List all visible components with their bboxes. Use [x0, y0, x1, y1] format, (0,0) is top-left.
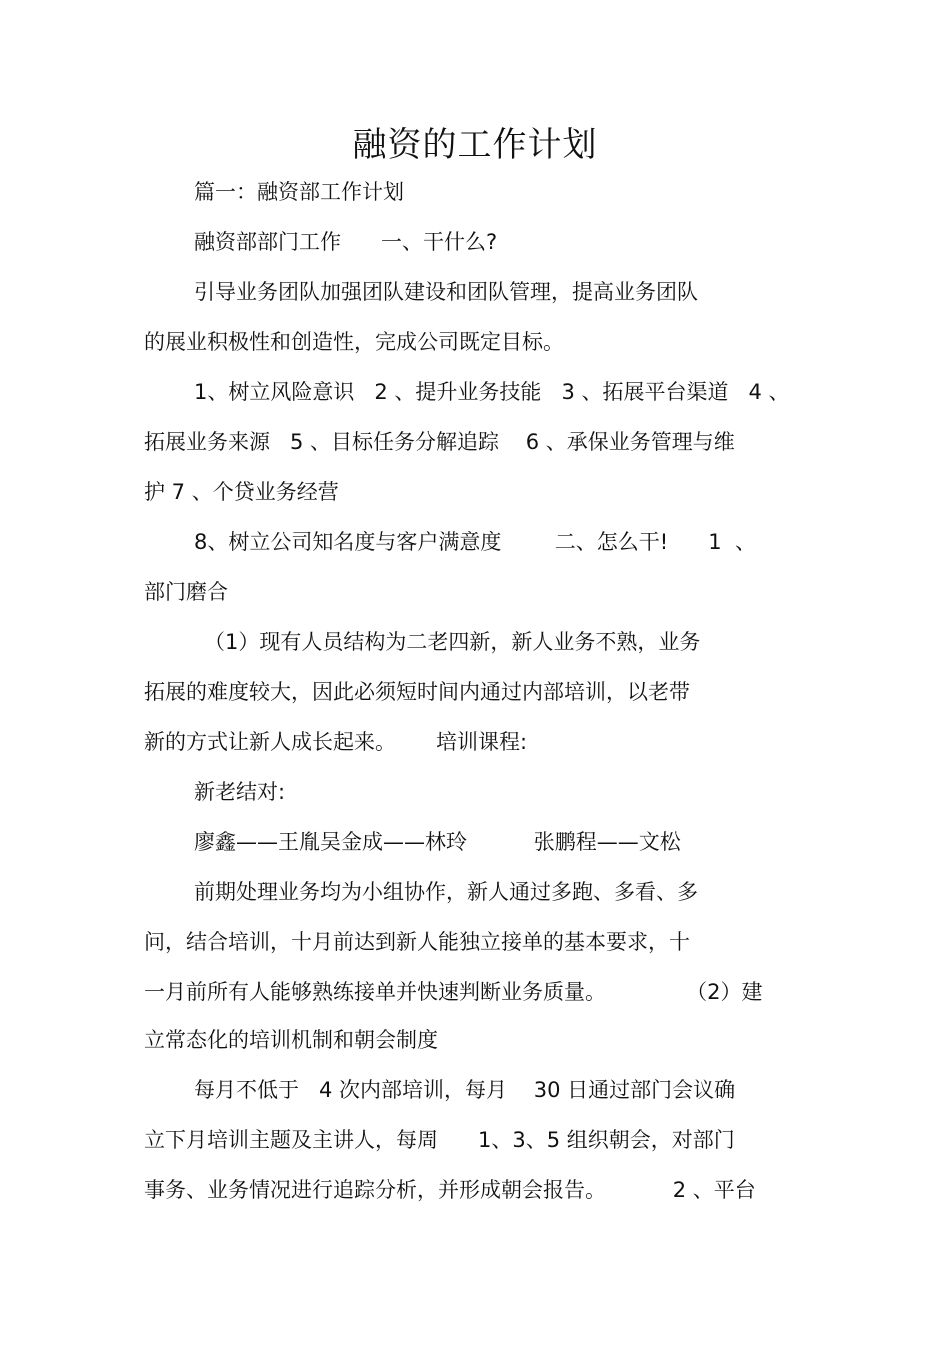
paragraph-line: 每月不低于 4 次内部培训，每月 30 日通过部门会议确: [194, 1078, 736, 1102]
paragraph-line: 事务、业务情况进行追踪分析，并形成朝会报告。 2 、平台: [144, 1178, 756, 1202]
paragraph-line: 问，结合培训，十月前达到新人能独立接单的基本要求，十: [144, 930, 690, 954]
paragraph-line: 拓展业务来源 5 、目标任务分解追踪 6 、承保业务管理与维: [144, 430, 735, 454]
paragraph-line: 1、树立风险意识 2 、提升业务技能 3 、拓展平台渠道 4 、: [194, 380, 790, 404]
paragraph-line: 8、树立公司知名度与客户满意度 二、怎么干! 1 、: [194, 530, 756, 554]
paragraph-line: 廖鑫——王胤吴金成——林玲 张鹏程——文松: [194, 830, 681, 854]
paragraph-line: 立下月培训主题及主讲人，每周 1、3、5 组织朝会，对部门: [144, 1128, 735, 1152]
paragraph-line: 部门磨合: [144, 580, 228, 604]
paragraph-line: 一月前所有人能够熟练接单并快速判断业务质量。 （2）建: [144, 980, 763, 1004]
paragraph-line: 拓展的难度较大，因此必须短时间内通过内部培训，以老带: [144, 680, 690, 704]
document-title: 融资的工作计划: [352, 125, 598, 165]
paragraph-line: 新的方式让新人成长起来。 培训课程:: [144, 730, 528, 754]
paragraph-line: 护 7 、个贷业务经营: [144, 480, 339, 504]
paragraph-line: 融资部部门工作 一、干什么?: [194, 230, 498, 254]
paragraph-line: 立常态化的培训机制和朝会制度: [144, 1028, 438, 1052]
paragraph-line: 的展业积极性和创造性，完成公司既定目标。: [144, 330, 564, 354]
paragraph-line: 新老结对:: [194, 780, 286, 804]
paragraph-line: （1）现有人员结构为二老四新，新人业务不熟，业务: [204, 630, 701, 654]
paragraph-line: 引导业务团队加强团队建设和团队管理，提高业务团队: [194, 280, 698, 304]
paragraph-line: 篇一：融资部工作计划: [194, 180, 404, 204]
paragraph-line: 前期处理业务均为小组协作，新人通过多跑、多看、多: [194, 880, 698, 904]
